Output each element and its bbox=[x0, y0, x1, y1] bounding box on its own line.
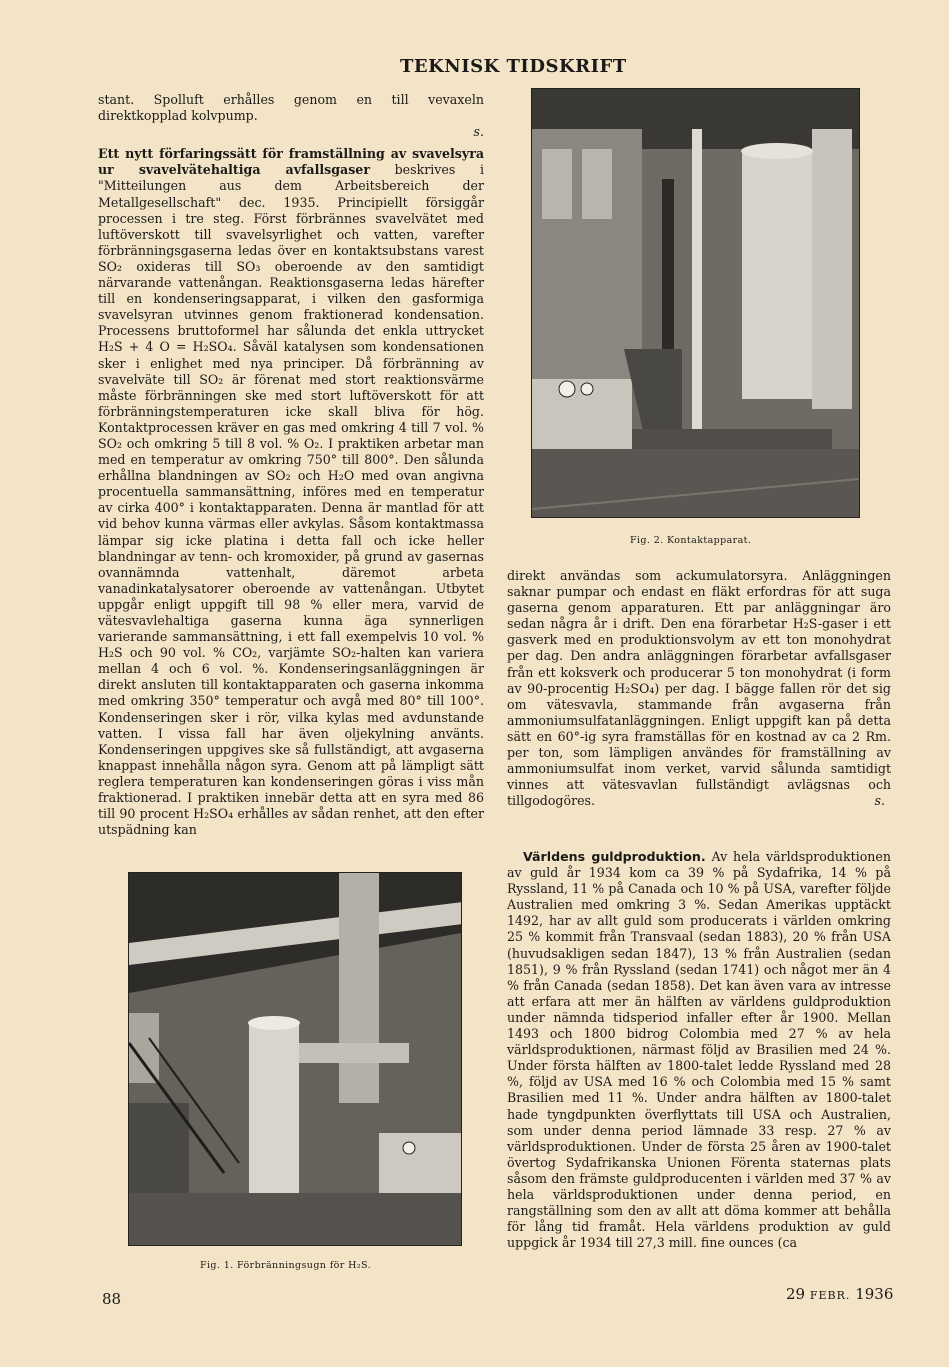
page-number: 88 bbox=[102, 1290, 122, 1308]
continued-paragraph: direkt användas som ackumulatorsyra. Anläggningen saknar pumpar och endast en fläkt erfordras för att suga gaserna genom apparaturen. Ett par anläggningar äro sedan några år i drift. Den ena förarbetar H₂S-gaser i ett gasverk med en produktionsvolym av ett ton monohydrat per dag. Den andra anläggningen förarbetar avfallsgaser från ett koksverk och producerar 5 ton monohydrat (i form av 90-procentig H₂SO₄) per dag. I bägge fallen rör det sig om vätesvavla, stammande från avgaserna från ammoniumsulfatanläggningen. Enligt uppgift kan på detta sätt en 60°-ig syra framställas för en kostnad av ca 2 Rm. per ton, som lämpligen användes för framställning av ammoniumsulfat inom verket, varvid sålunda samtidigt vinnes att vätesvavlan fullständigt avlägsnas och tillgodogöres. s. bbox=[507, 568, 891, 809]
article-body: beskrives i "Mitteilungen aus dem Arbeitsbereich der Metallgesellschaft" dec. 1935. Principiellt försiggår processen i tre steg. Först förbrännes svavelvätet med luftöverskott till svavelsyrlighet och vatten, varefter förbränningsgaserna ledas över en kontaktsubstans varest SO₂ oxideras till SO₃ oberoende av den samtidigt närvarande vattenångan. Reaktionsgaserna ledas härefter till en kondenseringsapparat, i vilken den gasformiga svavelsyran utvinnes genom fraktionerad kondensation. Processens bruttoformel har sålunda det enkla uttrycket H₂S + 4 O = H₂SO₄. Såväl katalysen som kondensationen sker i enlighet med nya principer. Då förbränning av svavelväte till SO₂ är förenat med stort reaktionsvärme måste förbränningen ske med stort luftöverskott för att förbränningstemperaturen icke skall bliva för hög. Kontaktprocessen kräver en gas med omkring 4 till 7 vol. % SO₂ och omkring 5 till 8 vol. % O₂. I praktiken arbetar man med en temperatur av omkring 750° till 800°. Den sålunda erhållna blandningen av SO₂ och H₂O med ovan angivna procentuella sammansättning, införes med en temperatur av cirka 400° i kontaktapparaten. Denna är mantlad för att vid behov kunna värmas eller avkylas. Såsom kontaktmassa lämpar sig icke platina i detta fall och icke heller blandningar av tenn- och kromoxider, på grund av gasernas ovannämnda vattenhalt, däremot arbeta vanadinkatalysatorer oberoende av vattenångan. Utbytet uppgår enligt uppgift till 98 % eller mera, varvid de vätesvavlehaltiga gaserna kunna äga synnerligen varierande sammansättning, i ett fall exempelvis 10 vol. % H₂S och 90 vol. % CO₂, varjämte SO₂-halten kan variera mellan 4 och 6 vol. %. Kondenseringsanläggningen är direkt ansluten till kontaktapparaten och gaserna inkomma med omkring 350° temperatur och avgå med 80° till 100°. Kondenseringen sker i rör, vilka kylas med avdunstande vatten. I vissa fall har även oljekylning använts. Kondenseringen uppgives ske så fullständigt, att avgaserna knappast innehålla någon syra. Genom att på lämpligt sätt reglera temperaturen kan kondenseringen göras i viss mån fraktionerad. I praktiken innebär detta att en syra med 86 till 90 procent H₂SO₄ erhålles av sådan renhet, att den efter utspädning kan bbox=[98, 162, 484, 838]
gold-title: Världens guldproduktion. bbox=[523, 849, 706, 864]
gold-paragraph bbox=[507, 849, 891, 1251]
intro-signature: s. bbox=[473, 124, 484, 140]
right-column-continued bbox=[507, 568, 891, 809]
article-title: Ett nytt förfaringssätt för framställning av svavelsyra ur svavelvätehaltiga avfallsgaser bbox=[98, 146, 484, 178]
intro-paragraph bbox=[98, 92, 484, 124]
gold-body: Av hela världsproduktionen av guld år 1934 kom ca 39 % på Sydafrika, 14 % på Ryssland, 11 % på Canada och 10 % på USA, varefter följde Australien med omkring 3 %. Sedan Amerikas upptäckt 1492, har av allt guld som producerats i världen omkring 25 % kommit från Transvaal (sedan 1883), 20 % från USA (huvudsakligen sedan 1847), 13 % från Australien (sedan 1851), 9 % från Ryssland (sedan 1741) och något mer än 4 % från Canada (sedan 1858). Det kan även vara av intresse att erfara att mer än hälften av världens guldproduktion under nämnda tidsperiod infaller efter år 1900. Mellan 1493 och 1800 bidrog Colombia med 27 % av hela världsproduktionen, närmast följd av Brasilien med 24 %. Under första hälften av 1800-talet ledde Ryssland med 28 %, följd av USA med 16 % och Colombia med 15 % samt Brasilien med 11 %. Under andra hälften av 1800-talet hade tyngdpunkten överflyttats till USA och Australien, som under denna period lämnade 33 resp. 27 % av världsproduktionen. Under de första 25 åren av 1900-talet övertog Sydafrikanska Unionen Förenta staternas plats såsom den främste guldproducenten i världen med 37 % av hela världsproduktionen under denna period, en rangställning som den av allt att döma kommer att behålla för lång tid framåt. Hela världens produktion av guld uppgick år 1934 till 27,3 mill. fine ounces (ca bbox=[507, 849, 891, 1251]
fig2-photo-contact-apparatus bbox=[531, 88, 860, 518]
gold-production-article bbox=[507, 849, 891, 1251]
journal-masthead: TEKNISK TIDSKRIFT bbox=[400, 56, 627, 77]
intro-text: stant. Spolluft erhålles genom en till vevaxeln direktkopplad kolvpump. bbox=[98, 92, 484, 124]
fig1-photo-furnace bbox=[128, 872, 462, 1246]
issue-date: 29 FEBR. 1936 bbox=[786, 1285, 894, 1303]
sulfuric-acid-article bbox=[98, 146, 484, 838]
fig1-caption: Fig. 1. Förbränningsugn för H₂S. bbox=[200, 1260, 372, 1271]
left-column bbox=[98, 92, 484, 838]
fig2-caption: Fig. 2. Kontaktapparat. bbox=[630, 535, 752, 546]
continued-signature: s. bbox=[874, 793, 885, 809]
